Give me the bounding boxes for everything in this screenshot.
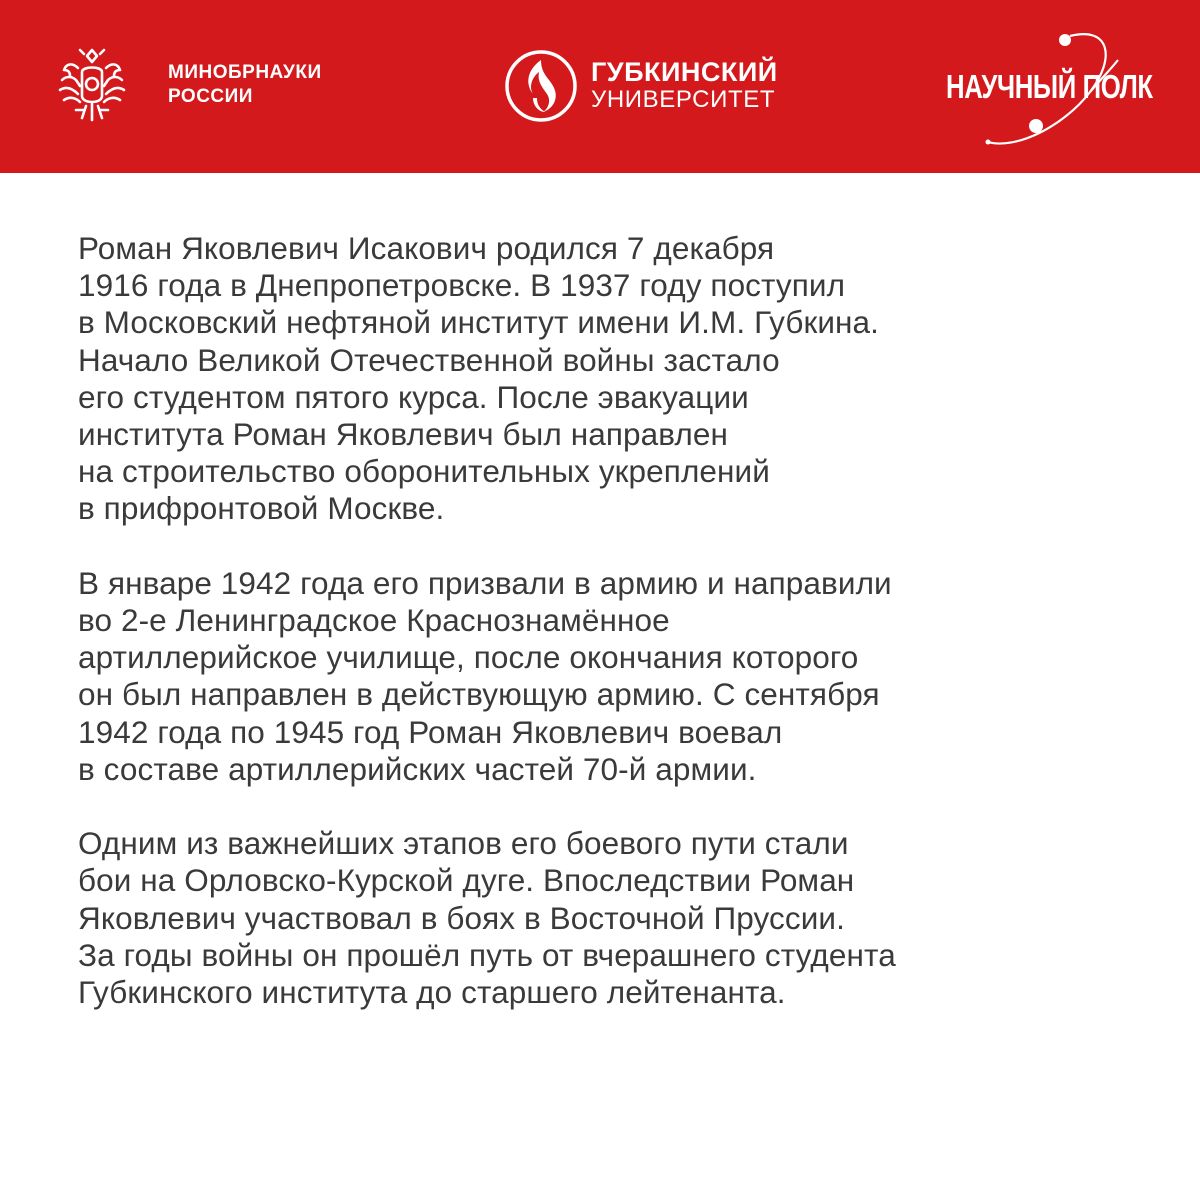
text-line: института Роман Яковлевич был направлен xyxy=(78,416,728,453)
gubkin-university-logo xyxy=(503,46,778,126)
paragraph xyxy=(78,825,1158,1011)
ministry-name-line1: МИНОБРНАУКИ xyxy=(168,62,322,83)
text-line: Губкинского института до старшего лейтенанта. xyxy=(78,974,786,1011)
university-subtitle: УНИВЕРСИТЕТ xyxy=(591,86,776,113)
university-name: ГУБКИНСКИЙ xyxy=(591,57,778,87)
text-line: Яковлевич участвовал в боях в Восточной Пруссии. xyxy=(78,899,845,936)
text-line: во 2-е Ленинградское Краснознамённое xyxy=(78,602,670,639)
text-line: в составе артиллерийских частей 70-й армии. xyxy=(78,750,757,787)
text-line: его студентом пятого курса. После эвакуации xyxy=(78,378,749,415)
text-line: в прифронтовой Москве. xyxy=(78,490,445,527)
text-line: Одним из важнейших этапов его боевого пути стали xyxy=(78,825,849,862)
text-line: За годы войны он прошёл путь от вчерашнего студента xyxy=(78,936,896,973)
text-line: 1942 года по 1945 год Роман Яковлевич воевал xyxy=(78,713,783,750)
ministry-name-line2: РОССИИ xyxy=(168,86,253,107)
paragraph xyxy=(78,230,1158,528)
text-line: на строительство оборонительных укреплений xyxy=(78,453,770,490)
text-line: Начало Великой Отечественной войны застало xyxy=(78,341,780,378)
biography-text xyxy=(78,230,1158,1048)
scientific-regiment-logo xyxy=(940,30,1153,158)
text-line: 1916 года в Днепропетровске. В 1937 году поступил xyxy=(78,267,846,304)
ministry-logo xyxy=(58,40,322,130)
text-line: Роман Яковлевич Исакович родился 7 декабря xyxy=(78,230,775,266)
text-line: артиллерийское училище, после окончания которого xyxy=(78,639,859,676)
gubkin-flame-emblem-icon xyxy=(503,48,579,124)
double-headed-eagle-icon xyxy=(58,46,126,124)
text-line: он был направлен в действующую армию. С сентября xyxy=(78,676,880,713)
paragraph xyxy=(78,565,1158,788)
text-line: бои на Орловско-Курской дуге. Впоследствии Роман xyxy=(78,862,855,899)
text-line: В январе 1942 года его призвали в армию и направили xyxy=(78,564,892,601)
header-banner xyxy=(0,0,1200,173)
text-line: в Московский нефтяной институт имени И.М. Губкина. xyxy=(78,304,880,341)
project-name: НАУЧНЫЙ ПОЛК xyxy=(946,68,1153,105)
